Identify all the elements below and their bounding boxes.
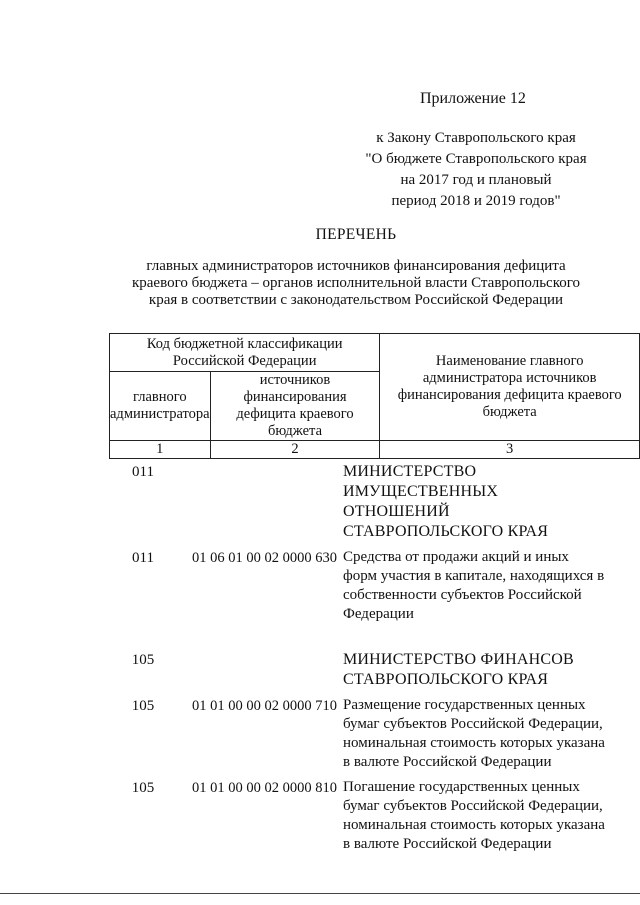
column-number: 3 bbox=[380, 441, 640, 459]
document-subtitle: главных администраторов источников финансирования дефицита краевого бюджета – органов исполнительной власти Ставропольского края в соответствии с законодательством Российской Федерации bbox=[131, 258, 581, 308]
source-code bbox=[177, 650, 343, 690]
code-group-header: Код бюджетной классификации Российской Федерации bbox=[110, 334, 380, 372]
table-row bbox=[109, 778, 609, 854]
law-reference bbox=[345, 128, 607, 212]
source-code bbox=[177, 462, 343, 542]
name-column-header: Наименование главного администратора источников финансирования дефицита краевого бюджета bbox=[380, 334, 640, 441]
admin-code: 105 bbox=[131, 652, 155, 668]
source-column-header: источников финансирования дефицита краевого бюджета bbox=[210, 372, 380, 441]
source-code: 01 06 01 00 02 0000 630 bbox=[192, 550, 337, 566]
admin-column-header: главного администратора bbox=[110, 372, 211, 441]
source-code: 01 01 00 00 02 0000 710 bbox=[192, 698, 337, 714]
law-ref-line: период 2018 и 2019 годов" bbox=[391, 193, 561, 209]
law-ref-line: к Закону Ставропольского края bbox=[376, 130, 576, 146]
table-row bbox=[109, 696, 609, 772]
table-header bbox=[109, 333, 640, 459]
law-ref-line: "О бюджете Ставропольского края bbox=[365, 151, 587, 167]
admin-code: 105 bbox=[131, 698, 155, 714]
admin-name: Погашение государственных ценных бумаг субъектов Российской Федерации, номинальная стоимость которых указана в валюте Российской Федерации bbox=[343, 779, 605, 852]
admin-code: 011 bbox=[132, 464, 154, 480]
column-number: 1 bbox=[110, 441, 211, 459]
table-row bbox=[109, 650, 609, 690]
source-code: 01 01 00 00 02 0000 810 bbox=[192, 780, 337, 796]
admin-code: 105 bbox=[131, 780, 155, 796]
admin-name: Средства от продажи акций и иных форм участия в капитале, находящихся в собственности субъектов Российской Федерации bbox=[343, 549, 605, 622]
admin-name: Размещение государственных ценных бумаг субъектов Российской Федерации, номинальная стоимость которых указана в валюте Российской Федерации bbox=[343, 697, 605, 770]
law-ref-line: на 2017 год и плановый bbox=[400, 172, 552, 188]
table-row bbox=[109, 548, 609, 624]
admin-code: 011 bbox=[132, 550, 154, 566]
scan-edge-line bbox=[0, 893, 640, 894]
document-title: ПЕРЕЧЕНЬ bbox=[315, 226, 397, 243]
table-row bbox=[109, 462, 609, 542]
column-number: 2 bbox=[210, 441, 380, 459]
admin-name: МИНИСТЕРСТВО ФИНАНСОВ СТАВРОПОЛЬСКОГО КРАЯ bbox=[343, 651, 574, 688]
appendix-number: Приложение 12 bbox=[420, 90, 526, 107]
table-body bbox=[109, 462, 609, 860]
admin-name: МИНИСТЕРСТВО ИМУЩЕСТВЕННЫХ ОТНОШЕНИЙ СТАВРОПОЛЬСКОГО КРАЯ bbox=[343, 463, 549, 540]
